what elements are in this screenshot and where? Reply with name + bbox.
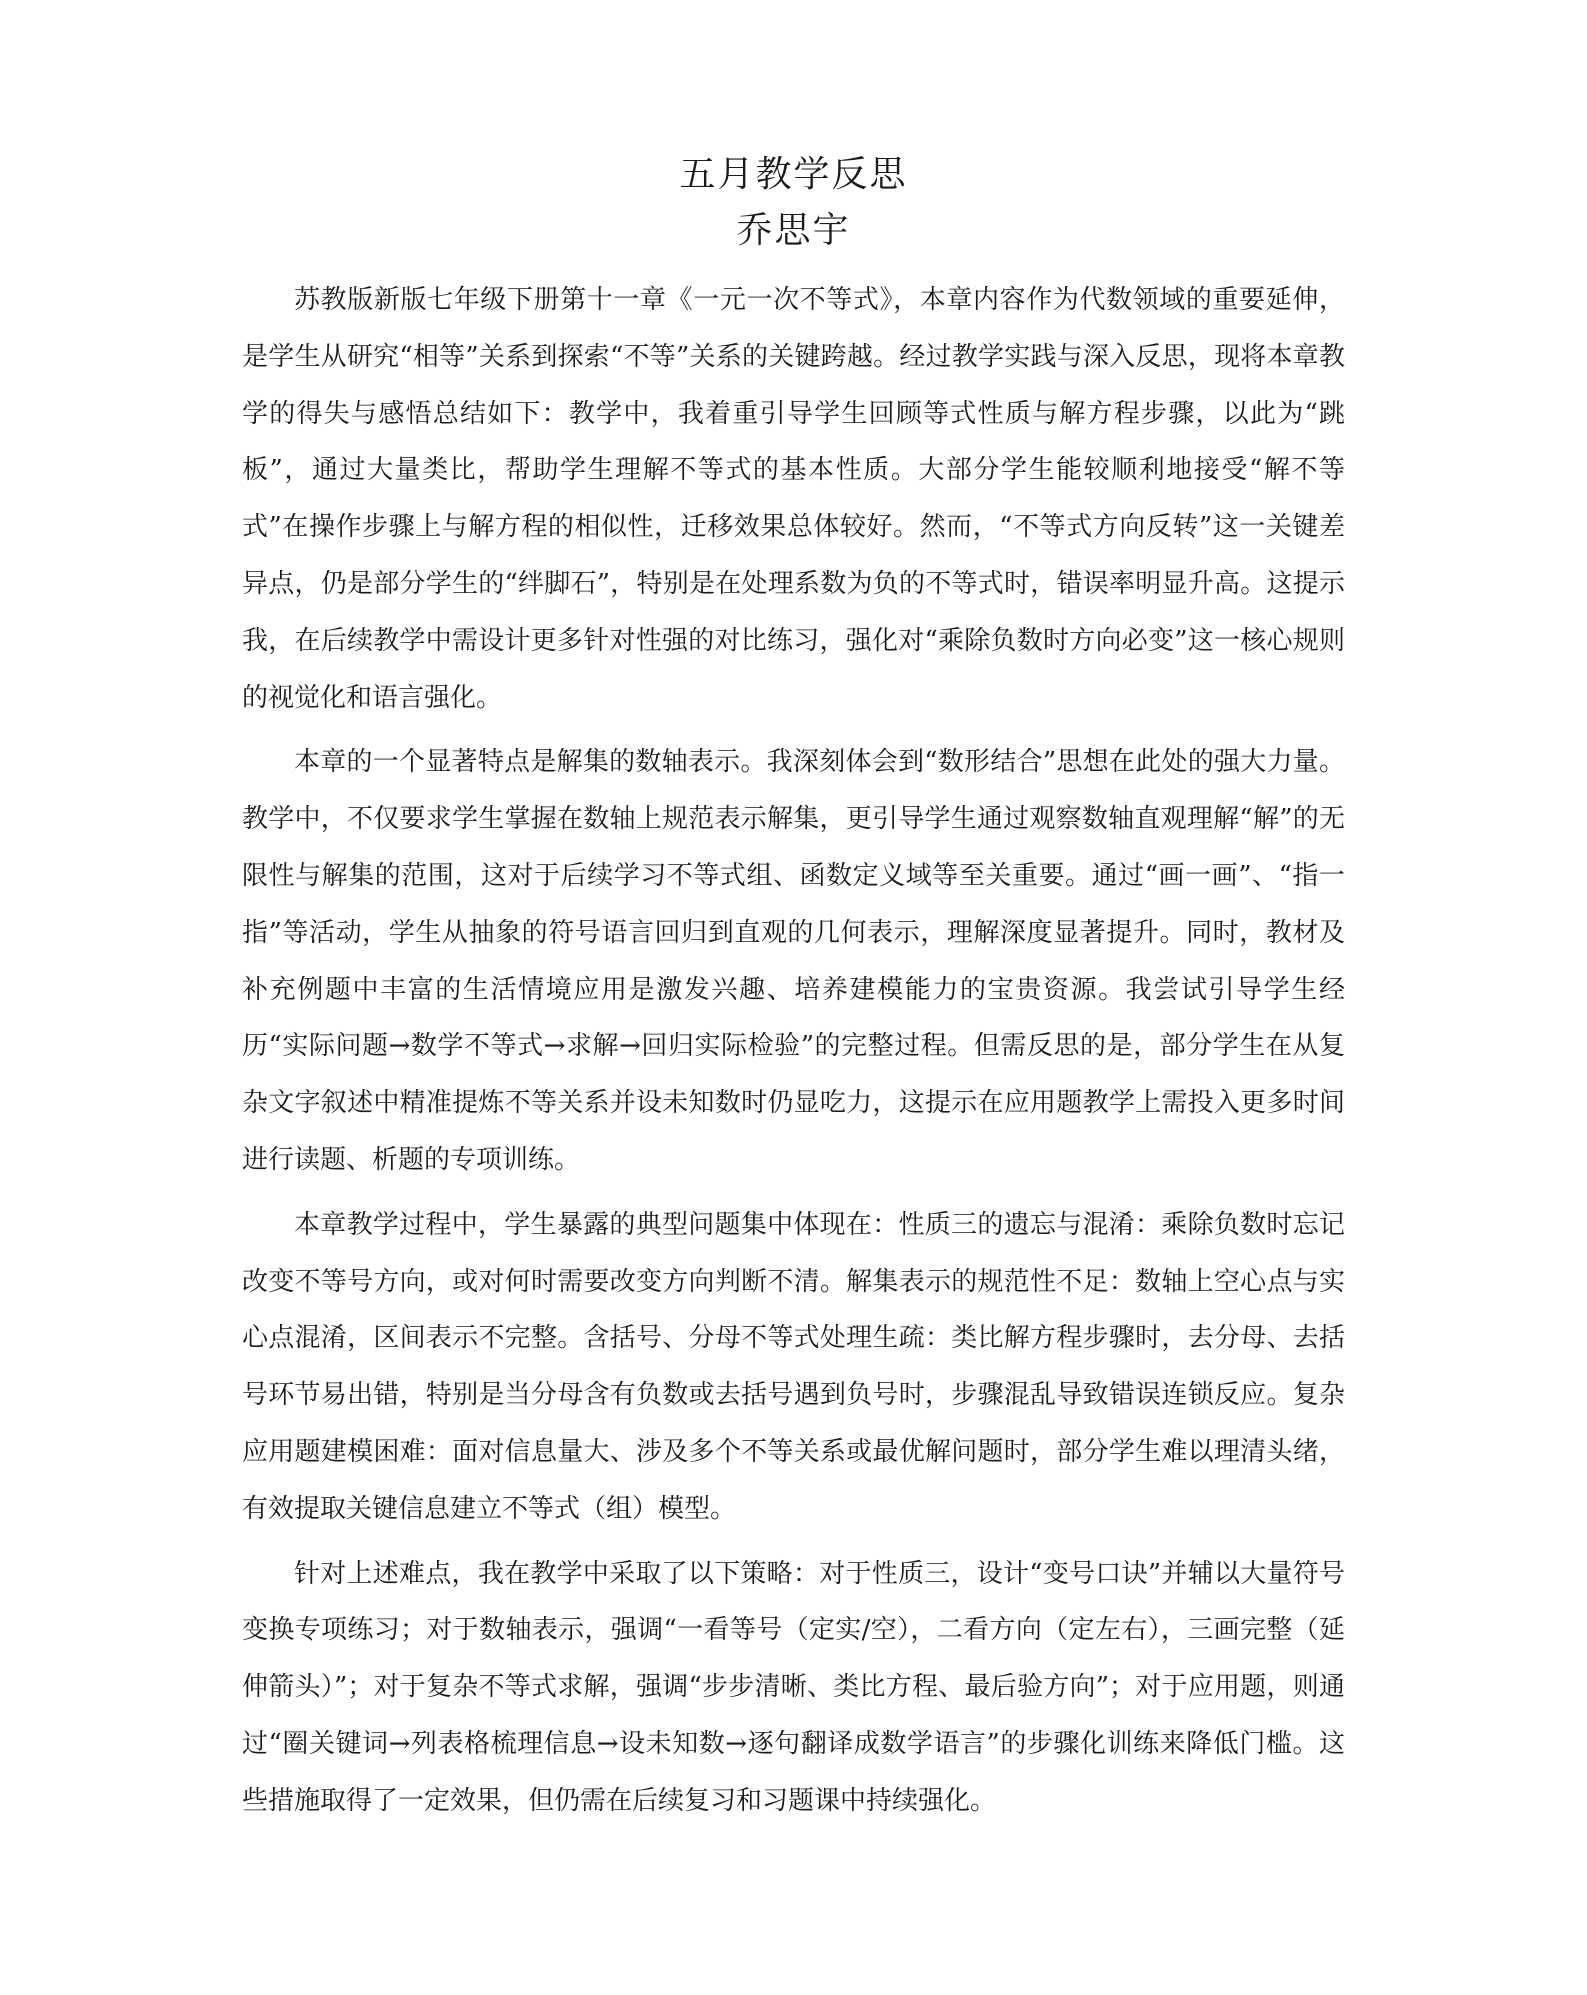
document-author: 乔思宇 (736, 210, 851, 251)
paragraph-2: 本章的一个显著特点是解集的数轴表示。我深刻体会到“数形结合”思想在此处的强大力量。教学中，不仅要求学生掌握在数轴上规范表示解集，更引导学生通过观察数轴直观理解“解”的无限性与解集的范围，这对于后续学习不等式组、函数定义域等至关重要。通过“画一画”、“指一指”等活动，学生从抽象的符号语言回归到直观的几何表示，理解深度显著提升。同时，教材及补充例题中丰富的生活情境应用是激发兴趣、培养建模能力的宝贵资源。我尝试引导学生经历“实际问题→数学不等式→求解→回归实际检验”的完整过程。但需反思的是，部分学生在从复杂文字叙述中精准提炼不等关系并设未知数时仍显吃力，这提示在应用题教学上需投入更多时间进行读题、析题的专项训练。 (242, 747, 1345, 1175)
document-title: 五月教学反思 (679, 154, 908, 195)
paragraph-4: 针对上述难点，我在教学中采取了以下策略：对于性质三，设计“变号口诀”并辅以大量符号变换专项练习；对于数轴表示，强调“一看等号（定实/空），二看方向（定左右），三画完整（延伸箭头）”；对于复杂不等式求解，强调“步步清晰、类比方程、最后验方向”；对于应用题，则通过“圈关键词→列表格梳理信息→设未知数→逐句翻译成数学语言”的步骤化训练来降低门槛。这些措施取得了一定效果，但仍需在后续复习和习题课中持续强化。 (242, 1558, 1345, 1816)
paragraph-3: 本章教学过程中，学生暴露的典型问题集中体现在：性质三的遗忘与混淆：乘除负数时忘记改变不等号方向，或对何时需要改变方向判断不清。解集表示的规范性不足：数轴上空心点与实心点混淆，区间表示不完整。含括号、分母不等式处理生疏：类比解方程步骤时，去分母、去括号环节易出错，特别是当分母含有负数或去括号遇到负号时，步骤混乱导致错误连锁反应。复杂应用题建模困难：面对信息量大、涉及多个不等关系或最优解问题时，部分学生难以理清头绪，有效提取关键信息建立不等式（组）模型。 (242, 1209, 1345, 1524)
paragraph-1: 苏教版新版七年级下册第十一章《一元一次不等式》，本章内容作为代数领域的重要延伸，是学生从研究“相等”关系到探索“不等”关系的关键跨越。经过教学实践与深入反思，现将本章教学的得失与感悟总结如下：教学中，我着重引导学生回顾等式性质与解方程步骤，以此为“跳板”，通过大量类比，帮助学生理解不等式的基本性质。大部分学生能较顺利地接受“解不等式”在操作步骤上与解方程的相似性，迁移效果总体较好。然而，“不等式方向反转”这一关键差异点，仍是部分学生的“绊脚石”，特别是在处理系数为负的不等式时，错误率明显升高。这提示我，在后续教学中需设计更多针对性强的对比练习，强化对“乘除负数时方向必变”这一核心规则的视觉化和语言强化。 (242, 285, 1345, 713)
document-header (0, 148, 1587, 258)
document-body (242, 272, 1345, 1838)
